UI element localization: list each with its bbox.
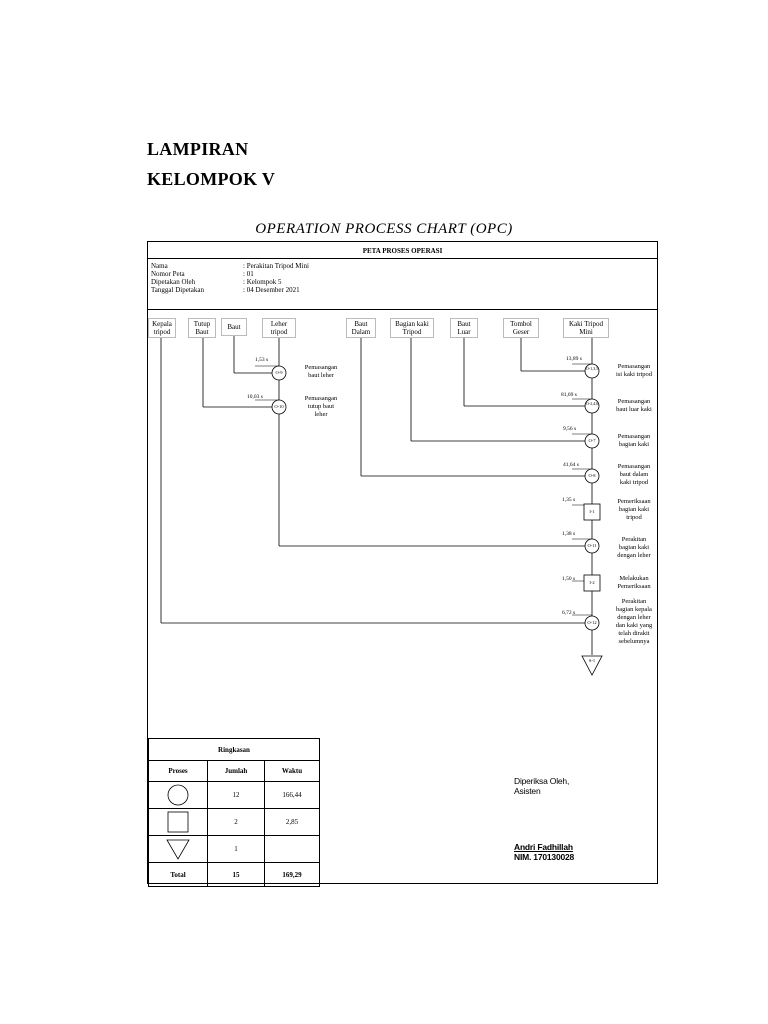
desc-o7: Pemasangan bagian kaki: [617, 433, 651, 448]
field-dipetakan-value: : Kelompok 5: [243, 278, 282, 286]
field-nama-label: Nama: [151, 262, 168, 270]
time-o135: 13,89 s: [566, 356, 582, 362]
summary-total-jumlah: 15: [208, 863, 265, 887]
component-tombol-geser: Tombol Geser: [503, 318, 539, 338]
field-nomor-value: : 01: [243, 270, 254, 278]
op-code-o10: O-10: [274, 404, 284, 409]
component-baut-dalam: Baut Dalam: [346, 318, 376, 338]
storage-triangle-icon: [165, 838, 191, 860]
summary-symbol-storage: [149, 836, 208, 863]
op-code-o135: O-1,3,5: [585, 366, 599, 371]
summary-table: [148, 738, 320, 887]
inspect-code-i2: I-2: [589, 580, 595, 585]
field-tanggal-label: Tanggal Dipetakan: [151, 286, 204, 294]
chart-title: OPERATION PROCESS CHART (OPC): [255, 221, 513, 237]
time-o11: 1,38 s: [562, 531, 576, 537]
desc-i1: Pemeriksaan bagian kaki tripod: [617, 498, 651, 521]
desc-o11: Perakitan bagian kaki dengan leher: [617, 536, 651, 559]
component-kaki-tripod-mini: Kaki Tripod Mini: [563, 318, 609, 338]
op-code-o7: O-7: [588, 438, 596, 443]
desc-o10: Pemasangan tutup baut leher: [304, 395, 338, 418]
time-o8: 41,64 s: [563, 462, 579, 468]
time-o7: 9,56 s: [563, 426, 577, 432]
op-code-o11: O-11: [587, 543, 597, 548]
summary-symbol-inspection: [149, 809, 208, 836]
inspection-square-icon: [166, 811, 190, 833]
time-o9: 1,53 s: [255, 357, 269, 363]
header-caption: PETA PROSES OPERASI: [362, 247, 443, 255]
summary-waktu-inspection: 2,85: [265, 809, 320, 836]
component-leher-tripod: Leher tripod: [262, 318, 296, 338]
summary-total-waktu: 169,29: [265, 863, 320, 887]
desc-o246: Pemasangan baut luar kaki: [616, 398, 652, 413]
summary-symbol-operation: [149, 782, 208, 809]
field-nomor-label: Nomor Peta: [151, 270, 185, 278]
op-code-o9: O-9: [275, 370, 283, 375]
op-code-o8: O-8: [588, 473, 596, 478]
summary-jumlah-storage: 1: [208, 836, 265, 863]
field-tanggal-value: : 04 Desember 2021: [243, 286, 300, 294]
operation-circle-icon: [166, 784, 190, 806]
time-o12: 6,72 s: [562, 610, 576, 616]
signature-name: Andri Fadhillah NIM. 170130028: [514, 842, 575, 862]
summary-waktu-operation: 166,44: [265, 782, 320, 809]
summary-jumlah-inspection: 2: [208, 809, 265, 836]
time-o246: 81,69 s: [561, 392, 577, 398]
signature-checked-by: Diperiksa Oleh, Asisten: [514, 776, 570, 796]
summary-waktu-storage: [265, 836, 320, 863]
heading-kelompok: KELOMPOK V: [147, 169, 276, 189]
summary-header-waktu: Waktu: [265, 761, 320, 782]
desc-o135: Pemasangan isi kaki tripod: [615, 363, 653, 378]
desc-o9: Pemasangan baut leher: [304, 364, 338, 379]
desc-i2: Melakukan Pemeriksaan: [617, 575, 651, 590]
summary-total-label: Total: [149, 863, 208, 887]
component-baut: Baut: [221, 318, 247, 336]
summary-jumlah-operation: 12: [208, 782, 265, 809]
time-o10: 10,03 s: [247, 394, 263, 400]
component-bagian-kaki-tripod: Bagian kaki Tripod: [390, 318, 434, 338]
summary-header-jumlah: Jumlah: [208, 761, 265, 782]
time-i2: 1,50 s: [562, 576, 576, 582]
heading-lampiran: LAMPIRAN: [147, 139, 249, 159]
field-nama-value: : Perakitan Tripod Mini: [243, 262, 309, 270]
op-code-o12: O-12: [587, 620, 597, 625]
op-code-o246: O-2,4,6: [585, 401, 599, 406]
summary-title: Ringkasan: [149, 739, 320, 761]
inspect-code-i1: I-1: [589, 509, 595, 514]
component-tutup-baut: Tutup Baut: [188, 318, 216, 338]
component-kepala-tripod: Kepala tripod: [148, 318, 176, 338]
time-i1: 1,35 s: [562, 497, 576, 503]
summary-header-proses: Proses: [149, 761, 208, 782]
field-dipetakan-label: Dipetakan Oleh: [151, 278, 196, 286]
storage-code-s1: S-1: [588, 658, 596, 663]
desc-o8: Pemasangan baut dalam kaki tripod: [617, 463, 651, 486]
desc-o12: Perakitan bagian kepala dengan leher dan kaki yang telah dirakit sebelumnya: [615, 598, 653, 645]
component-baut-luar: Baut Luar: [450, 318, 478, 338]
